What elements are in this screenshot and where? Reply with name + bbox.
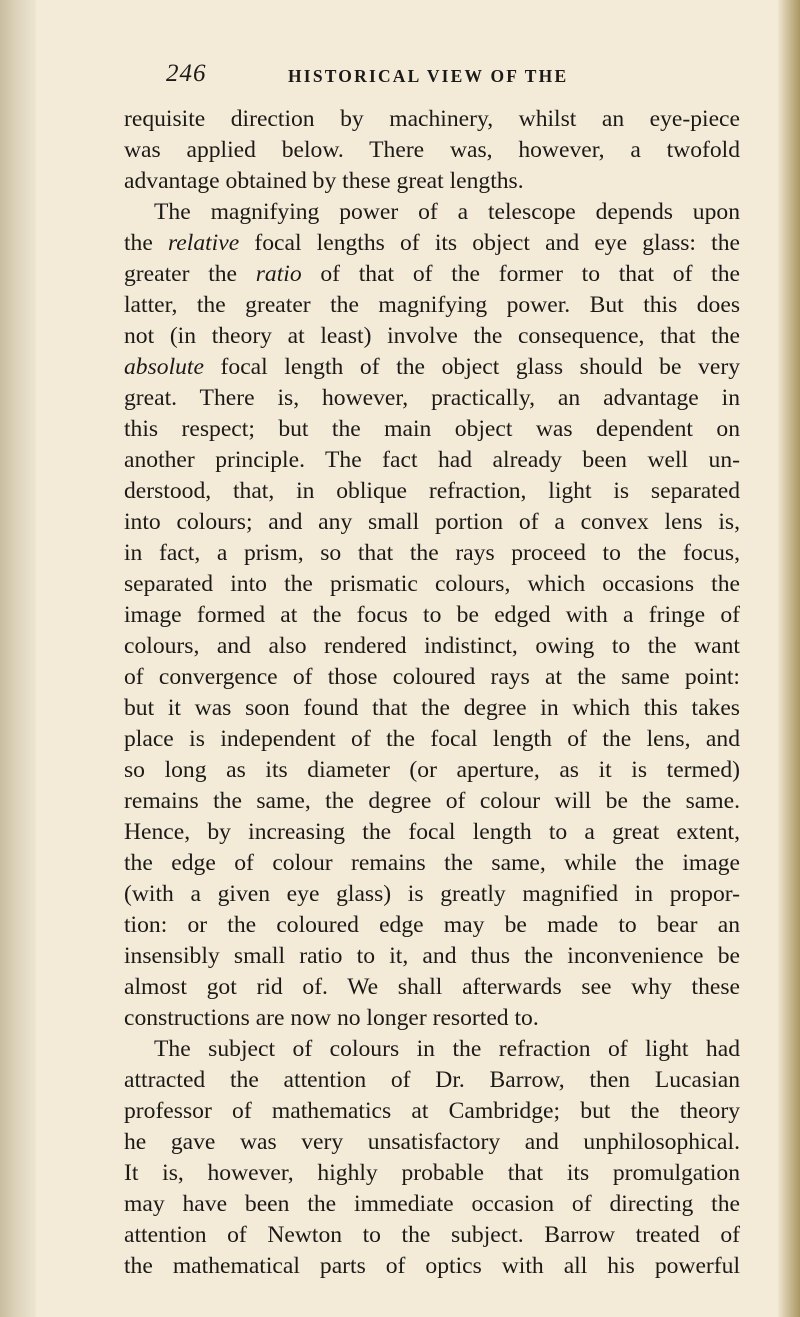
text-line: constructions are now no longer resorted to. [124, 1005, 539, 1031]
text-line: the mathematical parts of optics with all his powerful [124, 1253, 740, 1279]
text-line: separated into the prismatic colours, which occasions the [124, 571, 740, 597]
text-line: tion: or the coloured edge may be made to bear an [124, 912, 740, 938]
text-line: greater the ratio of that of the former to that of the [124, 261, 740, 287]
text-line: almost got rid of. We shall afterwards see why these [124, 974, 740, 1000]
text-line: into colours; and any small portion of a convex lens is, [124, 509, 740, 535]
text-line: the relative focal lengths of its object and eye glass: the [124, 230, 740, 256]
text-line: in fact, a prism, so that the rays proceed to the focus, [124, 540, 740, 566]
text-line: derstood, that, in oblique refraction, light is separated [124, 478, 740, 504]
page-number: 246 [166, 60, 207, 87]
text-line: The magnifying power of a telescope depends upon [154, 199, 740, 225]
text-line: remains the same, the degree of colour will be the same. [124, 788, 740, 814]
text-line: colours, and also rendered indistinct, owing to the want [124, 633, 740, 659]
text-line: The subject of colours in the refraction of light had [154, 1036, 740, 1062]
text-line: great. There is, however, practically, an advantage in [124, 385, 740, 411]
text-line: but it was soon found that the degree in which this takes [124, 695, 740, 721]
emphasized-word: ratio [255, 261, 302, 287]
page-gutter-left [0, 0, 36, 1317]
emphasized-word: absolute [124, 354, 204, 380]
text-line: not (in theory at least) involve the consequence, that the [124, 323, 740, 349]
text-line: (with a given eye glass) is greatly magnified in propor- [124, 881, 740, 907]
page-gutter-right [778, 0, 800, 1317]
text-line: was applied below. There was, however, a twofold [124, 137, 740, 163]
running-head: HISTORICAL VIEW OF THE [288, 66, 569, 86]
text-line: professor of mathematics at Cambridge; but the theory [124, 1098, 740, 1124]
text-line: the edge of colour remains the same, while the image [124, 850, 740, 876]
body-text [124, 104, 740, 1282]
text-line: latter, the greater the magnifying power. But this does [124, 292, 740, 318]
text-line: Hence, by increasing the focal length to a great extent, [124, 819, 740, 845]
text-line: so long as its diameter (or aperture, as it is termed) [124, 757, 740, 783]
text-line: absolute focal length of the object glass should be very [124, 354, 740, 380]
text-line: of convergence of those coloured rays at the same point: [124, 664, 740, 690]
book-page [124, 60, 740, 1290]
text-line: It is, however, highly probable that its promulgation [124, 1160, 740, 1186]
page-header [124, 60, 740, 100]
text-line: this respect; but the main object was dependent on [124, 416, 740, 442]
text-line: attention of Newton to the subject. Barrow treated of [124, 1222, 740, 1248]
text-line: another principle. The fact had already been well un- [124, 447, 740, 473]
text-line: attracted the attention of Dr. Barrow, then Lucasian [124, 1067, 740, 1093]
text-line: he gave was very unsatisfactory and unphilosophical. [124, 1129, 740, 1155]
emphasized-word: relative [168, 230, 240, 256]
text-line: requisite direction by machinery, whilst an eye-piece [124, 106, 740, 132]
text-line: insensibly small ratio to it, and thus the inconvenience be [124, 943, 740, 969]
text-line: may have been the immediate occasion of directing the [124, 1191, 740, 1217]
text-line: place is independent of the focal length of the lens, and [124, 726, 740, 752]
text-line: image formed at the focus to be edged with a fringe of [124, 602, 740, 628]
text-line: advantage obtained by these great lengths. [124, 168, 524, 194]
